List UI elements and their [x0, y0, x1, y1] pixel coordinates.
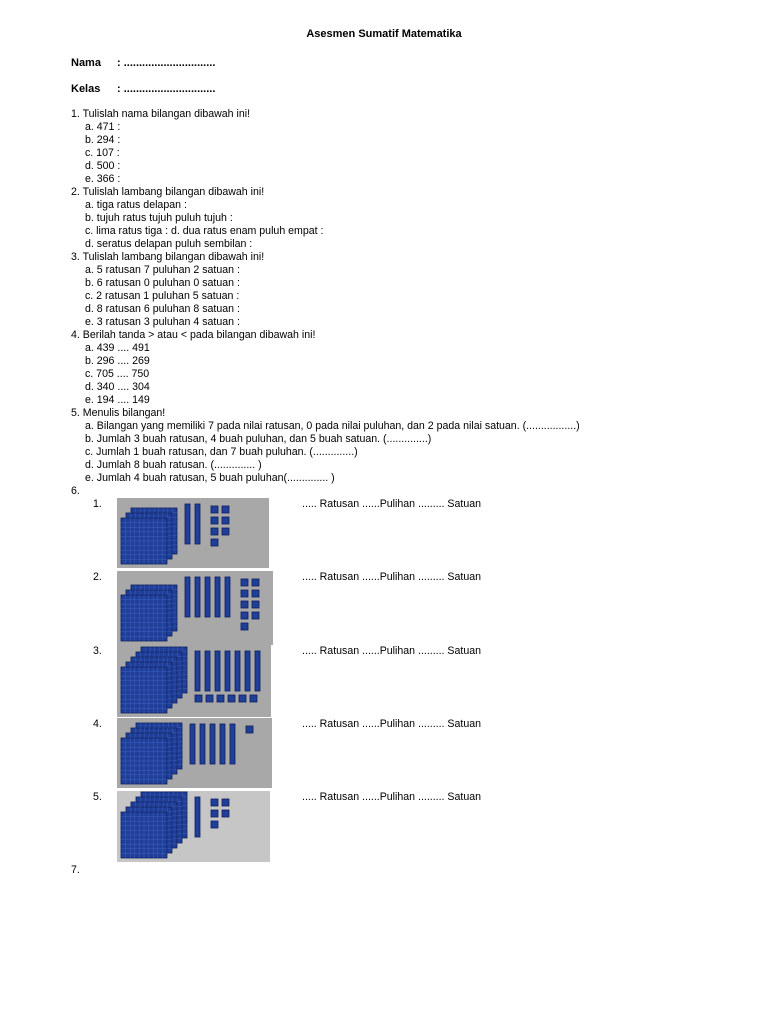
q5-item: e. Jumlah 4 buah ratusan, 5 buah puluhan(.............. ) [85, 472, 335, 484]
base-ten-blocks-image [117, 498, 269, 568]
ones-cube-block [222, 506, 229, 513]
base-ten-blocks-image [117, 718, 272, 788]
q5-item: b. Jumlah 3 buah ratusan, 4 buah puluhan, dan 5 buah satuan. (..............) [85, 433, 432, 445]
nama-label: Nama [71, 57, 101, 69]
tens-rod-block [225, 651, 230, 691]
ones-cube-block [211, 528, 218, 535]
hundreds-flat-block [121, 595, 167, 641]
ones-cube-block [211, 821, 218, 828]
kelas-blank: : .............................. [117, 83, 216, 95]
ones-cube-block [222, 517, 229, 524]
q4-item: e. 194 .... 149 [85, 394, 150, 406]
q4-item: d. 340 .... 304 [85, 381, 150, 393]
q2-item: d. seratus delapan puluh sembilan : [85, 238, 253, 250]
tens-rod-block [215, 577, 220, 617]
ones-cube-block [250, 695, 257, 702]
base-ten-blocks-image [117, 645, 271, 717]
base-ten-blocks-image [117, 571, 273, 645]
tens-rod-block [255, 651, 260, 691]
ones-cube-block [239, 695, 246, 702]
q1-item: e. 366 : [85, 173, 121, 185]
ones-cube-block [241, 601, 248, 608]
tens-rod-block [230, 724, 235, 764]
q3-item: a. 5 ratusan 7 puluhan 2 satuan : [85, 264, 240, 276]
hundreds-flat-block [121, 667, 167, 713]
nama-blank: : .............................. [117, 57, 216, 69]
ones-cube-block [252, 590, 259, 597]
kelas-field [71, 83, 215, 95]
hundreds-flat-block [121, 518, 167, 564]
q6-item-number: 5. [93, 791, 102, 803]
ones-cube-block [211, 506, 218, 513]
q5-item: d. Jumlah 8 buah ratusan. (.............. ) [85, 459, 262, 471]
q1-item: c. 107 : [85, 147, 120, 159]
tens-rod-block [195, 504, 200, 544]
q6-number: 6. [71, 485, 80, 497]
tens-rod-block [200, 724, 205, 764]
q3-item: e. 3 ratusan 3 puluhan 4 satuan : [85, 316, 240, 328]
ones-cube-block [217, 695, 224, 702]
q7-number: 7. [71, 864, 80, 876]
tens-rod-block [205, 651, 210, 691]
q4-item: c. 705 .... 750 [85, 368, 150, 380]
base-ten-blocks-drawing [117, 718, 272, 788]
q6-answer-blank: ..... Ratusan ......Pulihan ......... Satuan [302, 791, 482, 803]
tens-rod-block [210, 724, 215, 764]
q2-item: a. tiga ratus delapan : [85, 199, 187, 211]
tens-rod-block [195, 797, 200, 837]
ones-cube-block [222, 810, 229, 817]
ones-cube-block [246, 726, 253, 733]
tens-rod-block [220, 724, 225, 764]
ones-cube-block [228, 695, 235, 702]
base-ten-blocks-drawing [117, 645, 271, 717]
q3-item: c. 2 ratusan 1 puluhan 5 satuan : [85, 290, 240, 302]
ones-cube-block [222, 799, 229, 806]
q6-answer-blank: ..... Ratusan ......Pulihan ......... Satuan [302, 645, 482, 657]
tens-rod-block [195, 651, 200, 691]
tens-rod-block [185, 577, 190, 617]
ones-cube-block [211, 799, 218, 806]
ones-cube-block [211, 539, 218, 546]
q1-item: d. 500 : [85, 160, 121, 172]
ones-cube-block [195, 695, 202, 702]
q6-item-number: 3. [93, 645, 102, 657]
q3-prompt: 3. Tulislah lambang bilangan dibawah ini! [71, 251, 265, 263]
tens-rod-block [185, 504, 190, 544]
ones-cube-block [252, 579, 259, 586]
tens-rod-block [190, 724, 195, 764]
hundreds-flat-block [121, 738, 167, 784]
q6-answer-blank: ..... Ratusan ......Pulihan ......... Satuan [302, 498, 482, 510]
page-title: Asesmen Sumatif Matematika [306, 28, 462, 40]
q2-item: c. lima ratus tiga : d. dua ratus enam puluh empat : [85, 225, 324, 237]
tens-rod-block [205, 577, 210, 617]
ones-cube-block [252, 601, 259, 608]
q3-item: d. 8 ratusan 6 puluhan 8 satuan : [85, 303, 240, 315]
base-ten-blocks-image [117, 791, 270, 862]
base-ten-blocks-drawing [117, 571, 273, 645]
q1-prompt: 1. Tulislah nama bilangan dibawah ini! [71, 108, 251, 120]
q4-prompt: 4. Berilah tanda > atau < pada bilangan dibawah ini! [71, 329, 316, 341]
q5-prompt: 5. Menulis bilangan! [71, 407, 166, 419]
q6-item-number: 4. [93, 718, 102, 730]
kelas-label: Kelas [71, 83, 101, 95]
tens-rod-block [235, 651, 240, 691]
ones-cube-block [252, 612, 259, 619]
q4-item: a. 439 .... 491 [85, 342, 150, 354]
q3-item: b. 6 ratusan 0 puluhan 0 satuan : [85, 277, 240, 289]
q1-item: a. 471 : [85, 121, 121, 133]
ones-cube-block [241, 612, 248, 619]
nama-field [71, 57, 215, 69]
ones-cube-block [222, 528, 229, 535]
tens-rod-block [245, 651, 250, 691]
ones-cube-block [241, 579, 248, 586]
q5-item: c. Jumlah 1 buah ratusan, dan 7 buah puluhan. (..............) [85, 446, 358, 458]
ones-cube-block [211, 810, 218, 817]
tens-rod-block [225, 577, 230, 617]
q1-item: b. 294 : [85, 134, 121, 146]
q6-answer-blank: ..... Ratusan ......Pulihan ......... Satuan [302, 571, 482, 583]
tens-rod-block [215, 651, 220, 691]
ones-cube-block [241, 590, 248, 597]
q5-item: a. Bilangan yang memiliki 7 pada nilai ratusan, 0 pada nilai puluhan, dan 2 pada nilai satuan. (.................) [85, 420, 580, 432]
ones-cube-block [211, 517, 218, 524]
q4-item: b. 296 .... 269 [85, 355, 150, 367]
q6-item-number: 2. [93, 571, 102, 583]
q6-answer-blank: ..... Ratusan ......Pulihan ......... Satuan [302, 718, 482, 730]
q2-prompt: 2. Tulislah lambang bilangan dibawah ini! [71, 186, 265, 198]
hundreds-flat-block [121, 812, 167, 858]
tens-rod-block [195, 577, 200, 617]
q6-item-number: 1. [93, 498, 102, 510]
base-ten-blocks-drawing [117, 498, 269, 568]
ones-cube-block [241, 623, 248, 630]
ones-cube-block [206, 695, 213, 702]
base-ten-blocks-drawing [117, 791, 270, 862]
q2-item: b. tujuh ratus tujuh puluh tujuh : [85, 212, 233, 224]
